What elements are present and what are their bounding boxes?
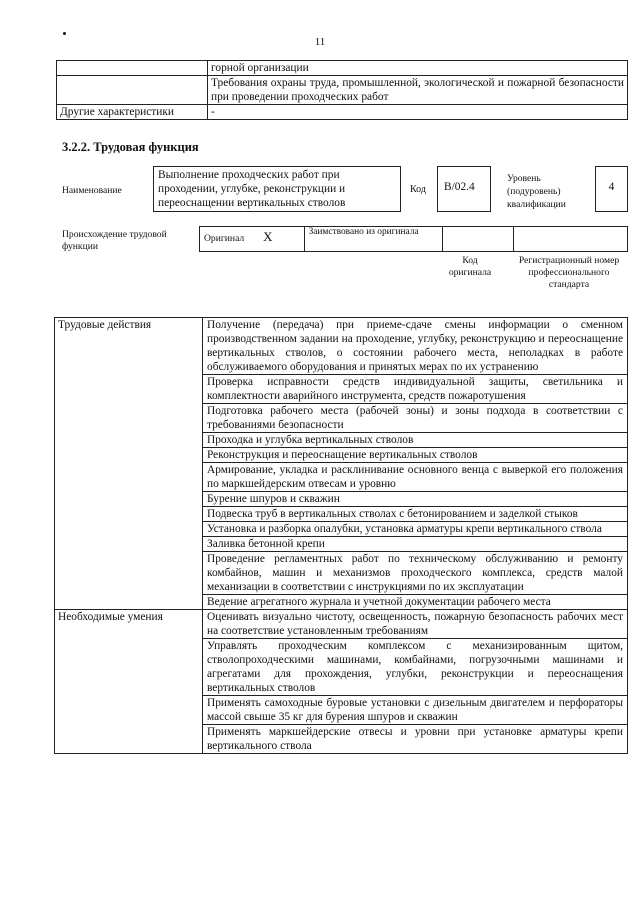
table-row — [200, 227, 628, 252]
table-cell-label — [57, 61, 208, 76]
labor-action-item: Заливка бетонной крепи — [203, 537, 628, 552]
origin-table — [199, 226, 628, 252]
function-name-value: Выполнение проходческих работ при проходении, углубке, реконструкции и переоснащении вертикальных стволов — [153, 166, 401, 212]
origin-original-cell — [200, 227, 305, 252]
skill-item: Применять самоходные буровые установки с дизельным двигателем и перфораторы массой свыше 35 кг для бурения шпуров и скважин — [203, 696, 628, 725]
skills-label: Необходимые умения — [55, 610, 203, 754]
labor-action-item: Проверка исправности средств индивидуальной защиты, светильника и комплектности аварийного инструмента, средств пожаротушения — [203, 375, 628, 404]
section-heading: 3.2.2. Трудовая функция — [62, 140, 199, 154]
labor-action-item: Установка и разборка опалубки, установка арматуры крепи вертикального ствола — [203, 522, 628, 537]
table-row — [57, 76, 628, 105]
table-row — [55, 318, 628, 375]
table-cell-value: - — [208, 105, 628, 120]
table-row — [57, 61, 628, 76]
table-row — [55, 610, 628, 639]
table-cell-value: Требования охраны труда, промышленной, экологической и пожарной безопасности при проведении проходческих работ — [208, 76, 628, 105]
reg-number-caption: Регистрационный номер профессионального стандарта — [518, 255, 620, 290]
table-cell-label: Другие характеристики — [57, 105, 208, 120]
labor-action-item: Подвеска труб в вертикальных стволах с бетонированием и заделкой стыков — [203, 507, 628, 522]
labor-actions-label: Трудовые действия — [55, 318, 203, 610]
skill-item: Управлять проходческим комплексом с механизированным щитом, стволопроходческими машинами, комбайнами, погрузочными машинами и агрегатами для прохождения, углубки, реконструкции и переоснащения вертикальных стволов — [203, 639, 628, 696]
labor-action-item: Проведение регламентных работ по техническому обслуживанию и ремонту комбайнов, машин и механизмов проходческого комплекса, средств малой механизации в соответствии с инструкциями по их эксплуатации — [203, 552, 628, 595]
labor-action-item: Получение (передача) при приеме-сдаче смены информации о сменном производственном задании на проходение, углубку, реконструкцию и переоснащение вертикальных стволов, о состоянии рабочего места, неполадках в работе обслуживаемого оборудования и принятых мерах по их устранению — [203, 318, 628, 375]
labor-action-item: Подготовка рабочего места (рабочей зоны) и зоны подхода в соответствии с требованиями безопасности — [203, 404, 628, 433]
original-mark: X — [263, 229, 273, 244]
level-value: 4 — [595, 166, 628, 212]
labor-action-item: Проходка и углубка вертикальных стволов — [203, 433, 628, 448]
borrowed-label: Заимствовано из оригинала — [304, 227, 443, 252]
original-label: Оригинал — [204, 233, 245, 244]
code-original-caption: Код оригинала — [448, 255, 492, 278]
table-cell-value: горной организации — [208, 61, 628, 76]
labor-action-item: Бурение шпуров и скважин — [203, 492, 628, 507]
skill-item: Оценивать визуально чистоту, освещенность, пожарную безопасность рабочих мест на соответствие установленным требованиям — [203, 610, 628, 639]
code-value: B/02.4 — [437, 166, 491, 212]
reg-number-cell — [513, 227, 627, 252]
page-number: 11 — [314, 36, 326, 48]
labor-action-item: Ведение агрегатного журнала и учетной документации рабочего места — [203, 595, 628, 610]
code-original-cell — [443, 227, 513, 252]
name-label: Наименование — [62, 185, 122, 196]
skill-item: Применять маркшейдерские отвесы и уровни при установке арматуры крепи вертикального ствола — [203, 725, 628, 754]
table-cell-label — [57, 76, 208, 105]
scan-dot — [63, 32, 66, 35]
table-row — [57, 105, 628, 120]
origin-label: Происхождение трудовой функции — [62, 229, 167, 252]
top-table — [56, 60, 628, 120]
code-label: Код — [410, 184, 426, 195]
labor-action-item: Армирование, укладка и расклинивание основного венца с выверкой его положения по маркшейдерским отвесам и уровню — [203, 463, 628, 492]
level-label: Уровень (подуровень) квалификации — [507, 173, 566, 210]
labor-action-item: Реконструкция и переоснащение вертикальных стволов — [203, 448, 628, 463]
main-table — [54, 317, 628, 754]
